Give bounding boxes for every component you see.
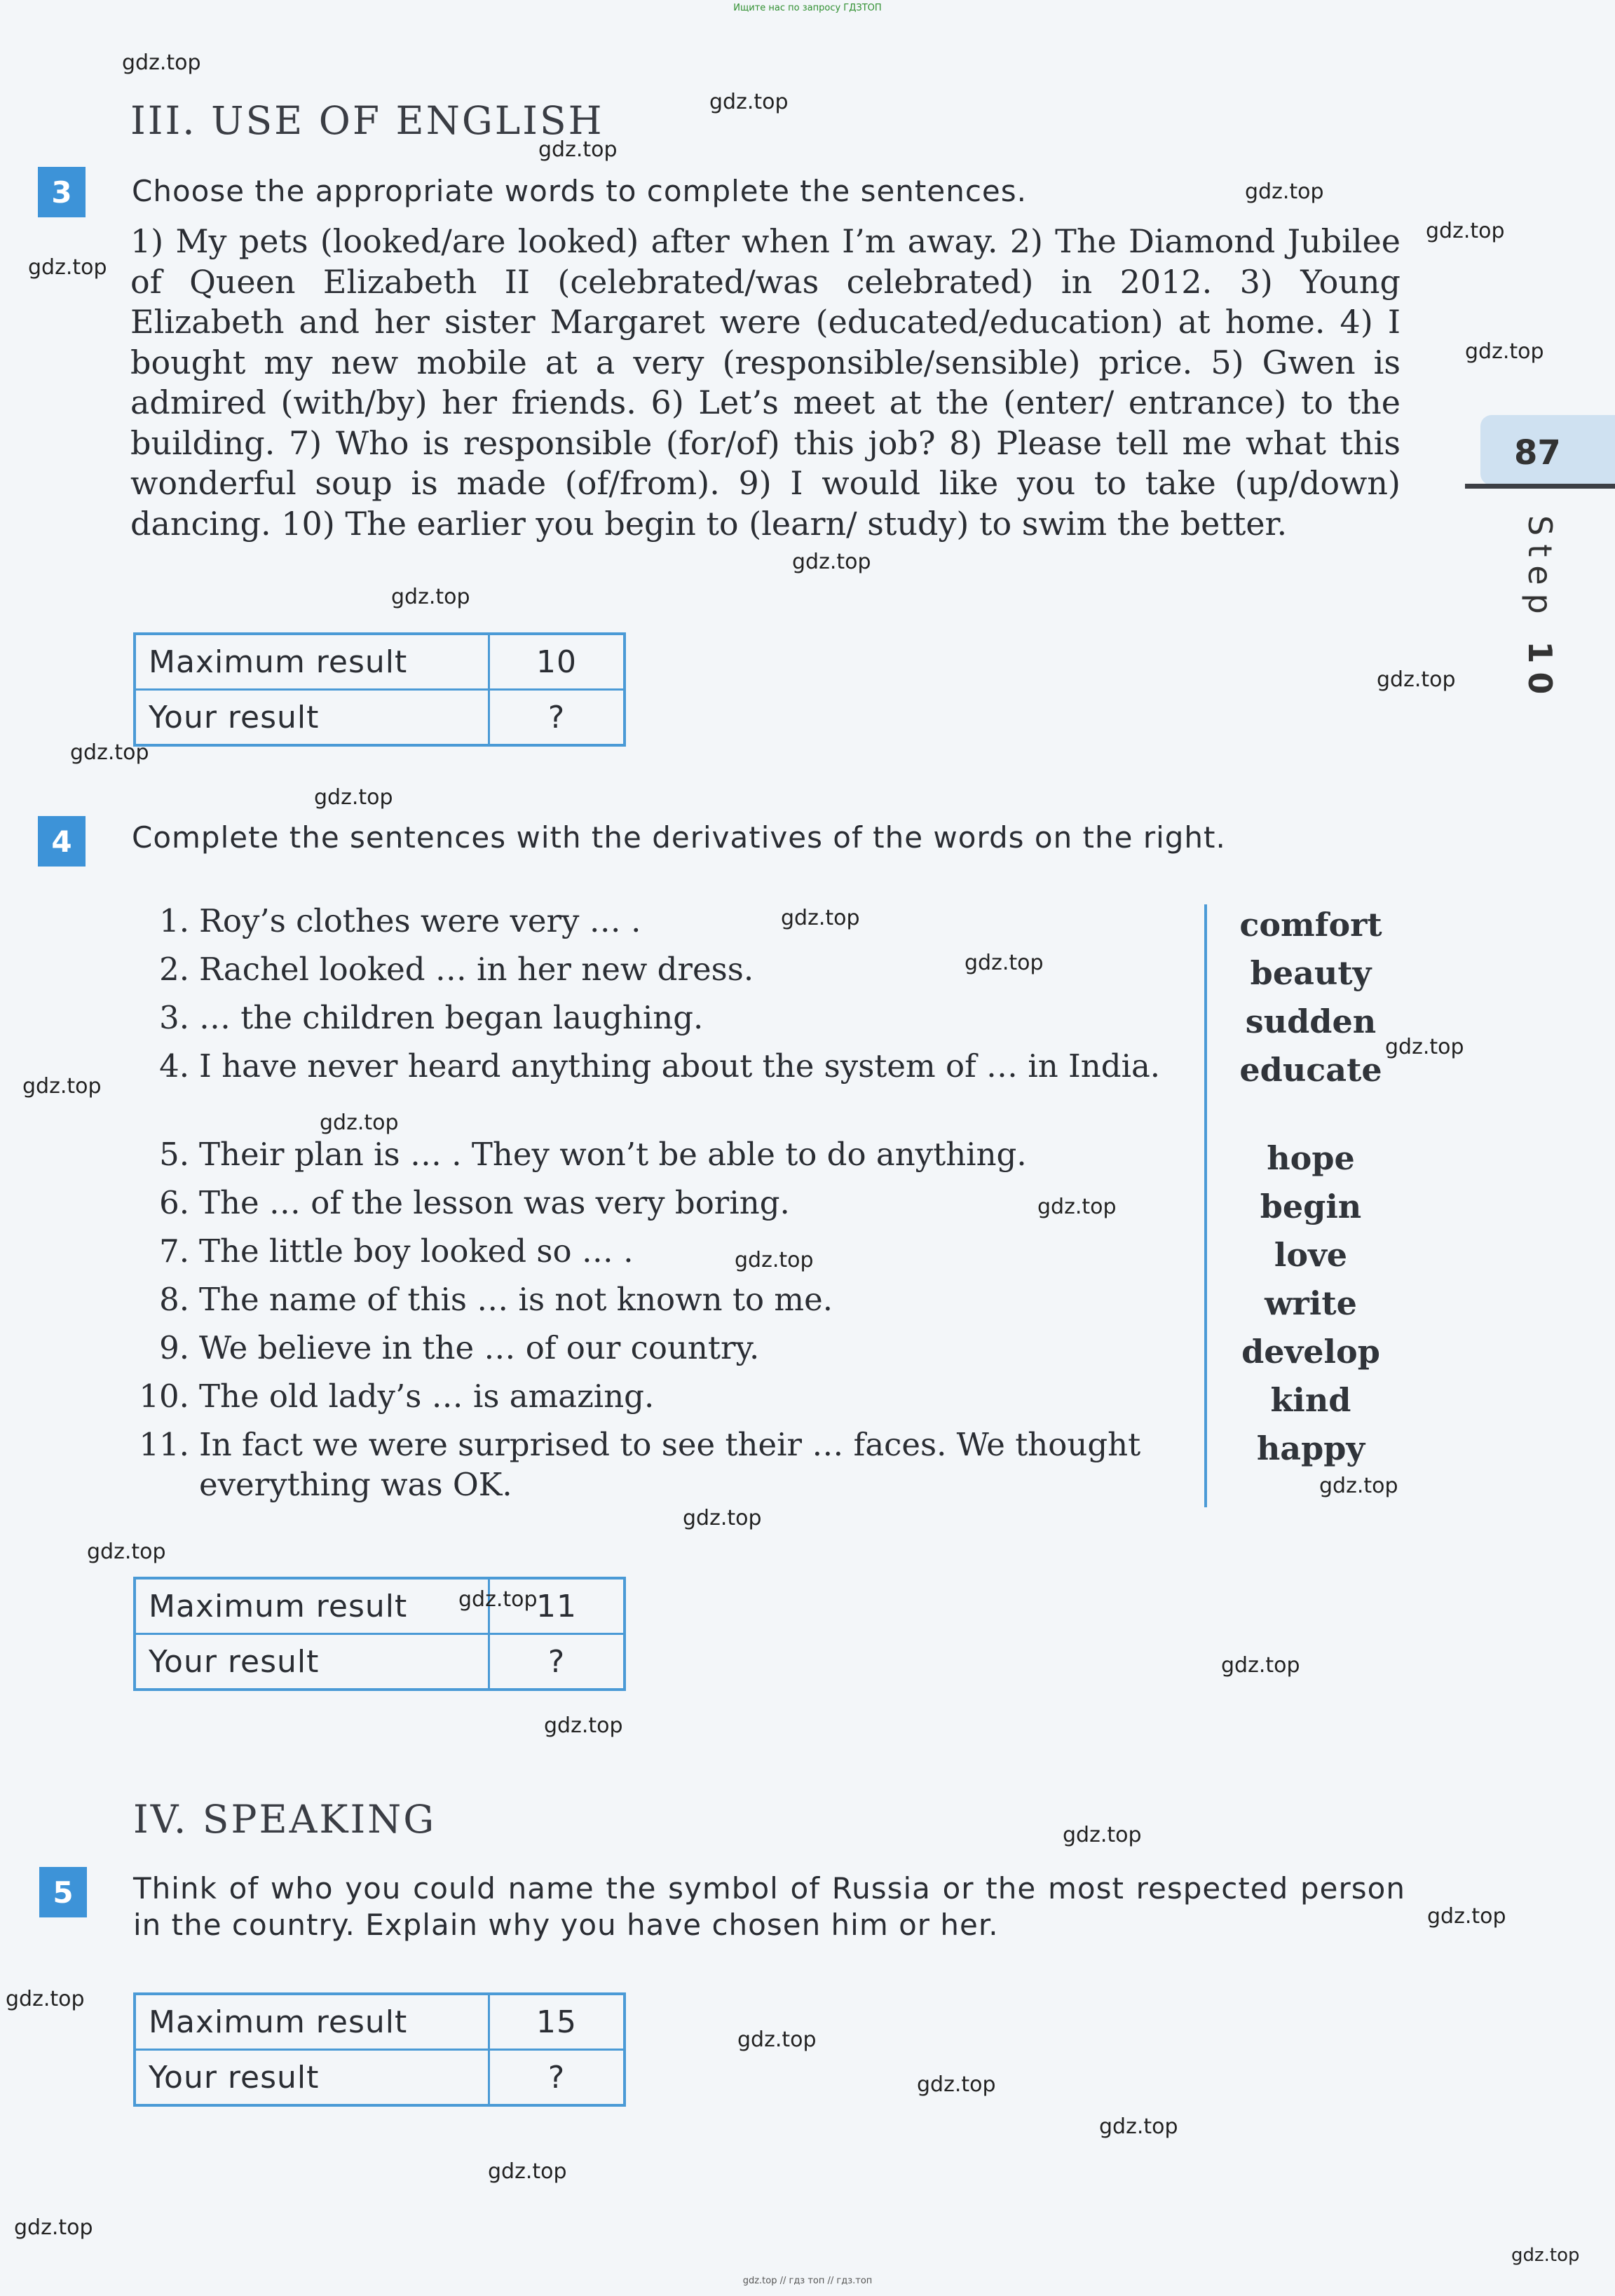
item-number: 7. xyxy=(159,1232,189,1270)
table-row xyxy=(135,1634,625,1690)
item-text: Roy’s clothes were very … . xyxy=(199,902,641,939)
watermark: gdz.top xyxy=(28,255,107,280)
watermark: gdz.top xyxy=(320,1110,399,1135)
step-number: 10 xyxy=(1521,641,1559,703)
bottom-watermark-note: gdz.top // гдз топ // гдз.топ xyxy=(742,2276,873,2286)
watermark: gdz.top xyxy=(70,740,149,765)
word-beauty: beauty xyxy=(1250,954,1372,992)
word-kind: kind xyxy=(1270,1381,1351,1419)
your-result-label: Your result xyxy=(135,1634,489,1690)
watermark: gdz.top xyxy=(683,1506,762,1530)
list-item xyxy=(133,1376,1178,1425)
word-happy: happy xyxy=(1256,1429,1365,1467)
watermark: gdz.top xyxy=(122,50,201,75)
watermark: gdz.top xyxy=(1063,1823,1142,1847)
max-result-value: 10 xyxy=(489,634,625,690)
word-sudden: sudden xyxy=(1245,1003,1377,1040)
watermark: gdz.top xyxy=(14,2215,93,2240)
watermark: gdz.top xyxy=(1099,2114,1178,2139)
watermark: gdz.top xyxy=(391,585,470,609)
exercise-number-3: 3 xyxy=(38,167,86,217)
watermark: gdz.top xyxy=(917,2072,996,2097)
watermark: gdz.top xyxy=(1221,1653,1300,1678)
watermark: gdz.top xyxy=(1037,1195,1117,1219)
max-result-label: Maximum result xyxy=(135,1994,489,2050)
exercise-5-instruction: Think of who you could name the symbol of Russia or the most respected person in the country. Explain why you have chosen him or her. xyxy=(133,1871,1405,1942)
exercise-4-result-table xyxy=(133,1577,626,1691)
item-number: 2. xyxy=(159,951,189,988)
table-row xyxy=(135,690,625,746)
exercise-number-4: 4 xyxy=(38,816,86,867)
item-number: 3. xyxy=(159,999,189,1036)
item-text: … the children began laughing. xyxy=(199,999,704,1036)
watermark: gdz.top xyxy=(458,1587,538,1612)
table-row xyxy=(135,1994,625,2050)
watermark: gdz.top xyxy=(314,785,393,810)
list-item xyxy=(133,998,1178,1046)
item-text: Their plan is … . They won’t be able to do anything. xyxy=(199,1136,1027,1173)
watermark: gdz.top xyxy=(488,2159,567,2184)
watermark: gdz.top xyxy=(1465,339,1544,364)
exercise-3-result-table xyxy=(133,632,626,747)
item-number: 6. xyxy=(159,1184,189,1221)
watermark: gdz.top xyxy=(965,951,1044,975)
watermark: gdz.top xyxy=(735,1248,814,1272)
side-divider xyxy=(1465,484,1615,489)
exercise-number-5: 5 xyxy=(39,1867,87,1917)
max-result-label: Maximum result xyxy=(135,1578,489,1634)
item-text: I have never heard anything about the system of … in India. xyxy=(199,1047,1161,1085)
watermark: gdz.top xyxy=(544,1713,623,1738)
watermark: gdz.top xyxy=(1426,219,1505,243)
watermark: gdz.top xyxy=(538,137,618,162)
item-text: Rachel looked … in her new dress. xyxy=(199,951,754,988)
word-comfort: comfort xyxy=(1239,906,1382,944)
list-item xyxy=(133,1183,1178,1231)
max-result-label: Maximum result xyxy=(135,634,489,690)
list-item xyxy=(133,1328,1178,1376)
exercise-4-instruction: Complete the sentences with the derivatives of the words on the right. xyxy=(132,820,1226,855)
item-number: 1. xyxy=(159,902,189,939)
watermark: gdz.top xyxy=(22,1074,102,1099)
your-result-label: Your result xyxy=(135,2050,489,2106)
watermark: gdz.top xyxy=(781,906,860,930)
table-row xyxy=(135,634,625,690)
watermark: gdz.top xyxy=(1377,667,1456,692)
item-text: The old lady’s … is amazing. xyxy=(199,1378,655,1415)
max-result-value: 15 xyxy=(489,1994,625,2050)
item-number: 9. xyxy=(159,1329,189,1366)
item-text: We believe in the … of our country. xyxy=(199,1329,760,1366)
word-develop: develop xyxy=(1241,1333,1380,1371)
word-write: write xyxy=(1265,1284,1357,1322)
your-result-value[interactable]: ? xyxy=(489,1634,625,1690)
your-result-label: Your result xyxy=(135,690,489,746)
item-number: 11. xyxy=(139,1426,189,1463)
table-row xyxy=(135,2050,625,2106)
top-search-note: Ищите нас по запросу ГДЗТОП xyxy=(733,3,882,13)
your-result-value[interactable]: ? xyxy=(489,690,625,746)
item-text: In fact we were surprised to see their … faces. We thought everything was OK. xyxy=(199,1426,1141,1503)
item-text: The … of the lesson was very boring. xyxy=(199,1184,790,1221)
max-result-value: 11 xyxy=(489,1578,625,1634)
watermark: gdz.top xyxy=(6,1987,85,2011)
item-number: 5. xyxy=(159,1136,189,1173)
section-heading-speaking: IV. SPEAKING xyxy=(133,1797,437,1842)
list-item xyxy=(133,1279,1178,1328)
exercise-5-result-table xyxy=(133,1992,626,2107)
list-item xyxy=(133,1134,1178,1183)
table-row xyxy=(135,1578,625,1634)
watermark: gdz.top xyxy=(1385,1035,1464,1059)
word-educate: educate xyxy=(1239,1051,1382,1089)
watermark: gdz.top xyxy=(1427,1904,1506,1929)
word-love: love xyxy=(1274,1236,1348,1274)
list-item xyxy=(133,1425,1178,1513)
list-item xyxy=(133,1046,1178,1134)
item-number: 10. xyxy=(139,1378,189,1415)
watermark: gdz.top xyxy=(792,550,871,574)
list-item xyxy=(133,901,1178,949)
watermark: gdz.top xyxy=(87,1540,166,1564)
step-label xyxy=(1521,515,1559,702)
item-number: 4. xyxy=(159,1047,189,1085)
item-text: The name of this … is not known to me. xyxy=(199,1281,833,1318)
exercise-3-instruction: Choose the appropriate words to complete the sentences. xyxy=(132,174,1027,208)
watermark: gdz.top xyxy=(1511,2245,1580,2266)
list-item xyxy=(133,1231,1178,1279)
word-hope: hope xyxy=(1267,1139,1355,1177)
word-begin: begin xyxy=(1260,1188,1362,1225)
item-number: 8. xyxy=(159,1281,189,1318)
step-word: Step xyxy=(1521,515,1559,623)
exercise-4-sentences xyxy=(133,901,1178,1513)
item-text: The little boy looked so … . xyxy=(199,1232,634,1270)
your-result-value[interactable]: ? xyxy=(489,2050,625,2106)
watermark: gdz.top xyxy=(709,90,789,114)
exercise-3-text: 1) My pets (looked/are looked) after when I’m away. 2) The Diamond Jubilee of Queen Elizabeth II (celebrated/was celebrated) in 2012. 3) Young Elizabeth and her sister Margaret were (educated/education) at home. 4) I bought my new mobile at a very (responsible/sensible) price. 5) Gwen is admired (with/by) her friends. 6) Let’s meet at the (enter/ entrance) to the building. 7) Who is responsible (for/of) this job? 8) Please tell me what this wonderful soup is made (of/from). 9) I would like you to take (up/down) dancing. 10) The earlier you begin to (learn/ study) to swim the better. xyxy=(130,222,1401,543)
watermark: gdz.top xyxy=(1319,1474,1398,1498)
watermark: gdz.top xyxy=(737,2027,817,2052)
page-number: 87 xyxy=(1514,433,1561,473)
watermark: gdz.top xyxy=(1245,179,1324,204)
section-heading-use-of-english: III. USE OF ENGLISH xyxy=(130,98,604,143)
